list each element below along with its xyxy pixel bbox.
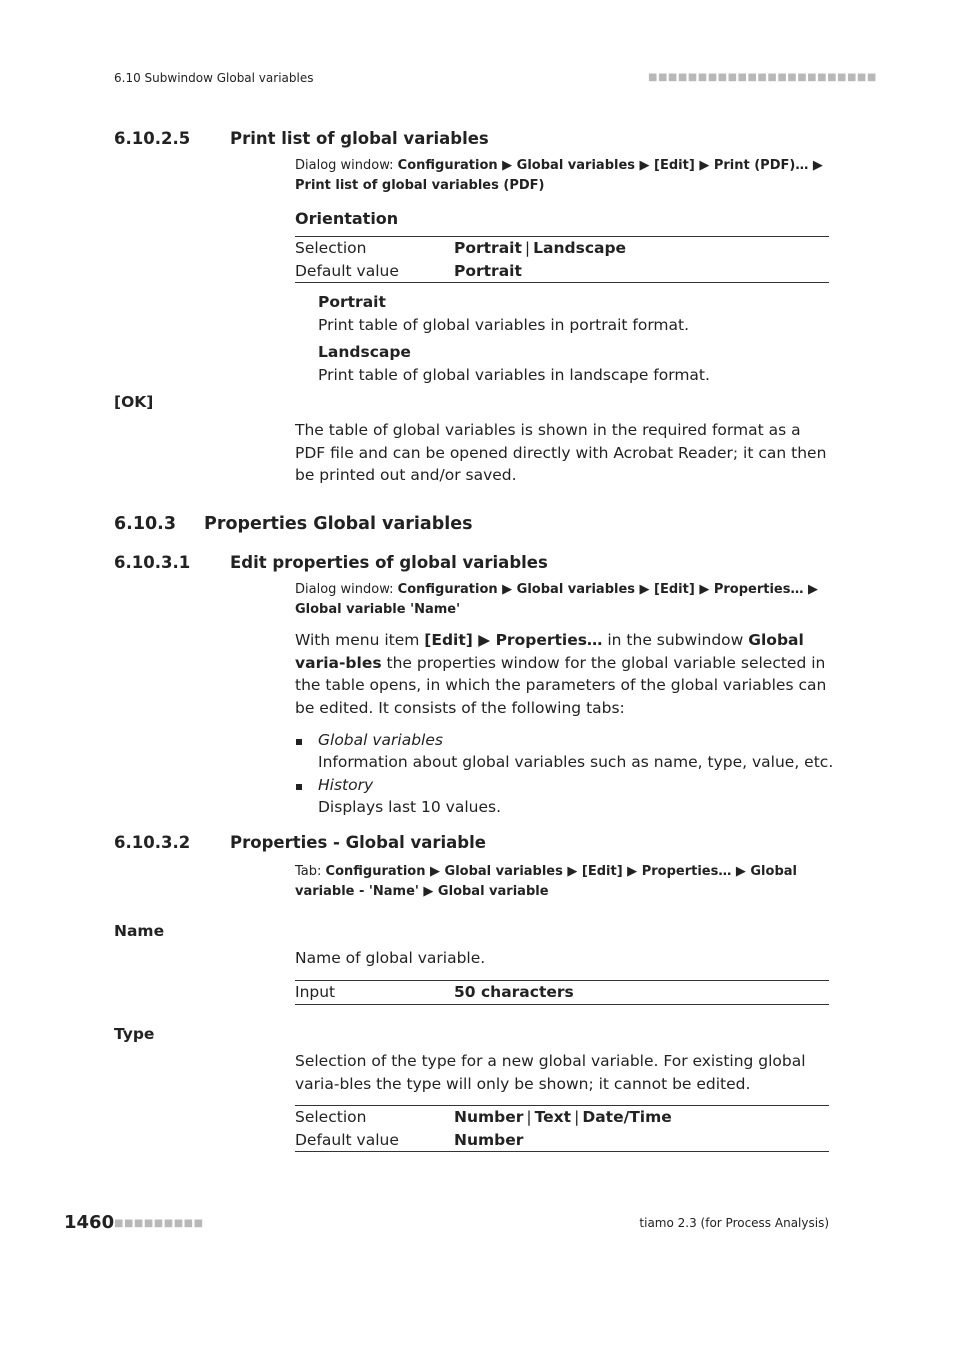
- section-title-properties: Properties Global variables: [204, 514, 473, 534]
- option-value: Text: [534, 1108, 572, 1126]
- option-desc-portrait: Print table of global variables in portrait format.: [318, 316, 690, 334]
- table-value: Portrait: [454, 261, 522, 280]
- tab-name-history: History: [318, 776, 374, 794]
- option-value: Portrait: [454, 239, 522, 257]
- dialog-path-value: Configuration ▶ Global variables ▶ [Edit] ▶ Print (PDF)… ▶ Print list of global variables (PDF): [295, 158, 823, 193]
- param-title-orientation: Orientation: [295, 209, 399, 228]
- param-desc-name: Name of global variable.: [295, 949, 486, 967]
- table-row: [295, 260, 829, 283]
- table-value: Number: [454, 1130, 524, 1149]
- tab-path: [295, 862, 829, 901]
- table-key: Selection: [295, 239, 367, 257]
- table-row: [295, 1106, 829, 1129]
- dialog-path-prefix: Dialog window:: [295, 158, 398, 173]
- option-value: Number: [454, 1108, 524, 1126]
- orientation-table: [295, 236, 829, 283]
- section-title-edit-properties: Edit properties of global variables: [230, 553, 548, 572]
- section-number-6-10-3-2: 6.10.3.2: [114, 833, 191, 852]
- section-title-properties-global-variable: Properties - Global variable: [230, 833, 486, 852]
- edit-properties-paragraph: [295, 629, 829, 719]
- bullet-square-icon: [296, 739, 302, 745]
- section-number-6-10-3: 6.10.3: [114, 514, 177, 534]
- tab-desc-global-variables: Information about global variables such as name, type, value, etc.: [318, 753, 834, 771]
- table-row: [295, 981, 829, 1004]
- table-key: Default value: [295, 1130, 399, 1149]
- param-label-name: Name: [114, 922, 165, 940]
- table-key: Default value: [295, 261, 399, 280]
- option-desc-landscape: Print table of global variables in landscape format.: [318, 366, 710, 384]
- type-table: [295, 1105, 829, 1152]
- option-name-landscape: Landscape: [318, 343, 411, 361]
- ok-description: The table of global variables is shown in the required format as a PDF file and can be opened directly with Acrobat Reader; it can then be printed out and/or saved.: [295, 421, 827, 484]
- option-name-portrait: Portrait: [318, 293, 386, 311]
- section-number-6-10-3-1: 6.10.3.1: [114, 553, 191, 572]
- dialog-path-prefix: Dialog window:: [295, 582, 398, 597]
- table-key: Input: [295, 983, 336, 1001]
- subwindow-name-text: Global varia-bles: [295, 631, 804, 672]
- tab-name-global-variables: Global variables: [318, 731, 443, 749]
- dialog-path: [295, 580, 829, 619]
- param-label-type: Type: [114, 1025, 155, 1043]
- table-row: [295, 237, 829, 260]
- page-number: 1460: [64, 1212, 115, 1233]
- param-desc-type: Selection of the type for a new global variable. For existing global varia-bles the type will only be shown; it cannot be edited.: [295, 1052, 806, 1093]
- section-number-6-10-2-5: 6.10.2.5: [114, 129, 191, 148]
- footer-dots: ■■■■■■■■■: [114, 1218, 204, 1229]
- option-separator: |: [526, 1108, 532, 1126]
- bullet-square-icon: [296, 784, 302, 790]
- table-value: 50 characters: [454, 983, 574, 1001]
- dialog-path: [295, 156, 829, 195]
- ok-button-label: [OK]: [114, 393, 154, 411]
- menu-path-text: [Edit] ▶ Properties…: [424, 631, 603, 649]
- tab-path-value: Configuration ▶ Global variables ▶ [Edit] ▶ Properties… ▶ Global variable - 'Name' ▶ Global variable: [295, 864, 797, 899]
- table-key: Selection: [295, 1108, 367, 1126]
- running-header-section: 6.10 Subwindow Global variables: [114, 71, 314, 85]
- table-value: [454, 237, 626, 260]
- section-title-print-list: Print list of global variables: [230, 129, 489, 148]
- option-value: Date/Time: [582, 1108, 672, 1126]
- footer-product: tiamo 2.3 (for Process Analysis): [639, 1216, 829, 1230]
- text-run: the properties window for the global variable selected in the table opens, in which the parameters of the global variables can be edited. It consists of the following tabs:: [295, 653, 827, 717]
- option-separator: |: [524, 239, 531, 257]
- text-run: in the subwindow: [602, 631, 749, 649]
- name-table: [295, 980, 829, 1005]
- text-run: With menu item: [295, 631, 425, 649]
- dialog-path-value: Configuration ▶ Global variables ▶ [Edit] ▶ Properties… ▶ Global variable 'Name': [295, 582, 818, 617]
- running-header-dots: ■■■■■■■■■■■■■■■■■■■■■■■: [648, 72, 877, 83]
- option-separator: |: [574, 1108, 580, 1126]
- table-row: [295, 1129, 829, 1152]
- option-value: Landscape: [533, 239, 627, 257]
- table-value: [454, 1106, 672, 1129]
- tab-desc-history: Displays last 10 values.: [318, 798, 502, 816]
- tab-path-prefix: Tab:: [295, 864, 326, 879]
